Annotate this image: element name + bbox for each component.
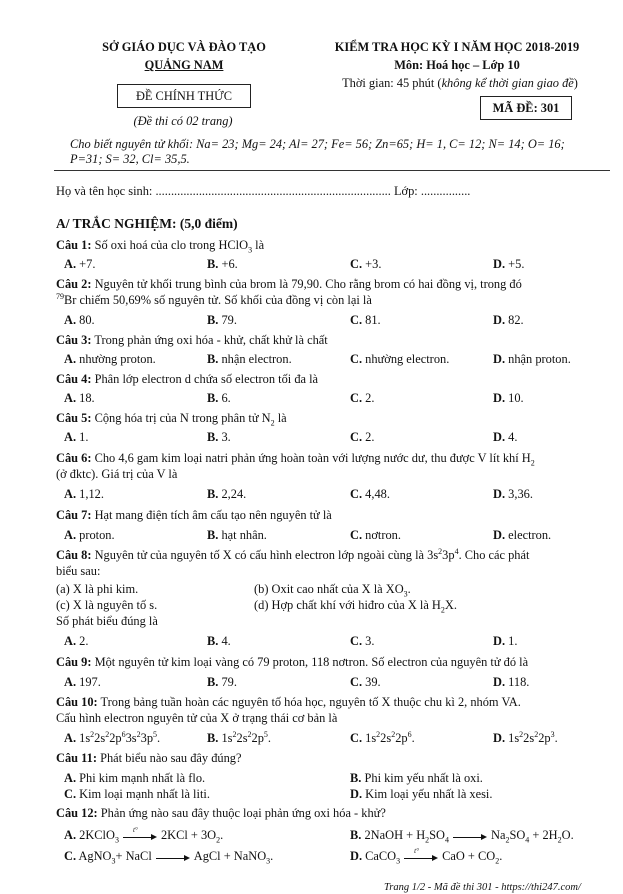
question-label: Câu 10: [56,695,98,709]
question-label: Câu 12: [56,806,98,820]
q5-option-a[interactable]: A. 1. [64,430,89,444]
question-text: Br chiếm 50,69% số nguyên tử. Số khối của đồng vị còn lại là [64,293,372,307]
question-3 [56,333,612,349]
subscript: 2 [270,418,275,428]
q4-option-c[interactable]: C. 2. [350,391,375,405]
class-label: Lớp: [390,184,421,198]
question-8 [56,548,612,564]
question-text: Cho 4,6 gam kim loại natri phản ứng hoàn toàn với lượng nước dư, thu được V lít khí H [91,451,531,465]
time-suffix: ) [573,76,578,90]
question-text: 3p [442,548,455,562]
header-divider [54,170,610,171]
q1-option-d[interactable]: D. +5. [493,257,525,271]
q5-option-c[interactable]: C. 2. [350,430,375,444]
atomic-masses-line1: Cho biết nguyên tử khối: Na= 23; Mg= 24; Al= 27; Fe= 56; Zn=65; H= 1, C= 12; N= 14; O= 16; [70,137,565,151]
q8-statement-b: (b) Oxit cao nhất của X là $XO_3$. [254,582,411,599]
question-text: Phản ứng nào sau đây thuộc loại phản ứng oxi hóa - khử? [97,806,386,820]
subject-line: Môn: Hoá học – Lớp 10 [394,58,520,72]
question-text: Nguyên tử của nguyên tố X có cấu hình electron lớp ngoài cùng là 3s [91,548,439,562]
q8-option-b[interactable]: B. 4. [207,634,231,648]
question-text-tail: là [252,238,265,252]
department-name: SỞ GIÁO DỤC VÀ ĐÀO TẠO [102,40,266,54]
question-6-line2: (ở đktc). Giá trị của V là [56,467,178,481]
province-name: QUẢNG NAM [144,58,224,72]
exam-code: MÃ ĐỀ: 301 [492,101,560,115]
q8-statement-c: (c) X là nguyên tố s. [56,598,158,612]
q1-option-b[interactable]: B. +6. [207,257,238,271]
question-5 [56,411,612,427]
time-italic: không kể thời gian giao đề [441,76,574,90]
q10-option-b[interactable]: B. $1s^22s^22p^5$. [207,729,272,745]
q11-option-b[interactable]: B. Phi kim yếu nhất là oxi. [350,771,483,785]
q9-option-b[interactable]: B. 79. [207,675,237,689]
q10-option-a[interactable]: A. $1s^22s^22p^63s^23p^5$. [64,729,161,745]
q2-option-c[interactable]: C. 81. [350,313,381,327]
official-exam-box [117,84,251,108]
page-footer: Trang 1/2 - Mã đề thi 301 - https://thi247.com/ [384,882,581,893]
question-label: Câu 9: [56,655,92,669]
q9-option-d[interactable]: D. 118. [493,675,530,689]
q1-option-a[interactable]: A. +7. [64,257,96,271]
q8-option-d[interactable]: D. 1. [493,634,518,648]
q8-option-a[interactable]: A. 2. [64,634,89,648]
time-line [300,76,620,92]
q6-option-d[interactable]: D. 3,36. [493,487,533,501]
superscript: 79 [56,291,64,301]
q10-option-d[interactable]: D. $1s^22s^22p^3$. [493,729,558,745]
q6-option-c[interactable]: C. 4,48. [350,487,390,501]
question-7 [56,508,612,524]
subscript: 2 [530,458,535,468]
question-text-tail: là [274,411,287,425]
question-1 [56,238,612,254]
question-11 [56,751,612,767]
q2-option-d[interactable]: D. 82. [493,313,524,327]
exam-title: KIỂM TRA HỌC KỲ I NĂM HỌC 2018-2019 [334,40,580,54]
question-2 [56,277,612,293]
q6-option-b[interactable]: B. 2,24. [207,487,247,501]
atomic-masses-line2: P=31; S= 32, Cl= 35,5. [70,152,190,166]
q8-statement-d: (d) Hợp chất khí với hiđro của X là $H_2X$. [254,598,457,615]
reaction-arrow-icon: t° [404,852,438,862]
question-label: Câu 6: [56,451,92,465]
student-info-line [56,184,470,200]
q3-option-d[interactable]: D. nhận proton. [493,352,571,366]
official-exam-label: ĐỀ CHÍNH THỨC [135,89,233,103]
q12-option-c[interactable]: C. AgNO$_3$+ NaCl AgCl + NaNO$_3$. [64,849,274,866]
question-text: Nguyên tử khối trung bình của brom là 79,90. Cho rằng brom có hai đồng vị, trong đó [91,277,522,291]
question-label: Câu 11: [56,751,97,765]
question-text: Hạt mang điện tích âm cấu tạo nên nguyên tử là [91,508,332,522]
question-text: Cộng hóa trị của N trong phân tử N [91,411,271,425]
question-label: Câu 4: [56,372,92,386]
q3-option-a[interactable]: A. nhường proton. [64,352,156,366]
question-9 [56,655,612,671]
page-count-note: (Đề thi có 02 trang) [133,114,233,128]
q9-option-a[interactable]: A. 197. [64,675,101,689]
q11-option-a[interactable]: A. Phi kim mạnh nhất là flo. [64,771,206,785]
q12-option-b[interactable]: B. 2NaOH + $H_2SO_4$ $Na_2SO_4 + 2H_2O$. [350,828,574,845]
student-name-label: Họ và tên học sinh: [56,184,156,198]
q4-option-a[interactable]: A. 18. [64,391,95,405]
q4-option-d[interactable]: D. 10. [493,391,524,405]
question-label: Câu 1: [56,238,92,252]
question-label: Câu 2: [56,277,92,291]
student-name-field[interactable]: ............................................................................ [155,184,391,198]
reaction-arrow-icon: t° [123,831,157,841]
q2-option-b[interactable]: B. 79. [207,313,237,327]
q8-option-c[interactable]: C. 3. [350,634,375,648]
question-text: Số oxi hoá của clo trong HClO [91,238,249,252]
question-6 [56,451,612,467]
question-10 [56,695,612,711]
q12-option-d[interactable]: D. CaCO$_3$ t° CaO + $CO_2$. [350,847,503,866]
q3-option-b[interactable]: B. nhận electron. [207,352,292,366]
q7-option-d[interactable]: D. electron. [493,528,552,542]
question-label: Câu 8: [56,548,92,562]
question-text: Phân lớp electron d chứa số electron tối đa là [91,372,319,386]
section-a-heading: A/ TRẮC NGHIỆM: (5,0 điểm) [56,216,238,231]
q2-option-a[interactable]: A. 80. [64,313,95,327]
q7-option-c[interactable]: C. nơtron. [350,528,401,542]
exam-code-box [480,96,572,120]
superscript: 2 [438,546,443,556]
question-12 [56,806,612,822]
question-text: Phát biểu nào sau đây đúng? [96,751,242,765]
q4-option-b[interactable]: B. 6. [207,391,231,405]
question-4 [56,372,612,388]
question-2-line2 [56,293,612,309]
q11-option-d[interactable]: D. Kim loại yếu nhất là xesi. [350,787,493,801]
q3-option-c[interactable]: C. nhường electron. [350,352,450,366]
question-8-line2: biểu sau: [56,564,101,578]
q5-option-d[interactable]: D. 4. [493,430,518,444]
q7-option-a[interactable]: A. proton. [64,528,115,542]
q6-option-a[interactable]: A. 1,12. [64,487,104,501]
q11-option-c[interactable]: C. Kim loại mạnh nhất là liti. [64,787,210,801]
reaction-arrow-icon [156,852,190,862]
q10-option-c[interactable]: C. $1s^22s^22p^6$. [350,729,415,745]
q5-option-b[interactable]: B. 3. [207,430,231,444]
q8-count-prompt: Số phát biểu đúng là [56,614,158,628]
question-text: Trong phản ứng oxi hóa - khử, chất khử là chất [91,333,328,347]
q1-option-c[interactable]: C. +3. [350,257,382,271]
question-label: Câu 3: [56,333,92,347]
reaction-arrow-icon [453,831,487,841]
q9-option-c[interactable]: C. 39. [350,675,381,689]
question-text: Một nguyên tử kim loại vàng có 79 proton, 118 nơtron. Số electron của nguyên tử đó là [91,655,529,669]
time-prefix: Thời gian: 45 phút ( [342,76,442,90]
superscript: 4 [454,546,459,556]
q8-statement-a: (a) X là phi kim. [56,582,139,596]
q12-option-a[interactable]: A. 2KClO$_3$ t° $2KCl + 3O_2$. [64,826,224,845]
class-field[interactable]: ................ [420,184,471,198]
subscript: 3 [248,245,253,255]
q7-option-b[interactable]: B. hạt nhân. [207,528,267,542]
question-label: Câu 7: [56,508,92,522]
question-text: Trong bảng tuần hoàn các nguyên tố hóa học, nguyên tố X thuộc chu kì 2, nhóm VA. [97,695,521,709]
question-label: Câu 5: [56,411,92,425]
question-text-tail: . Cho các phát [458,548,530,562]
question-10-line2: Cấu hình electron nguyên tử của X ở trạng thái cơ bản là [56,711,338,725]
